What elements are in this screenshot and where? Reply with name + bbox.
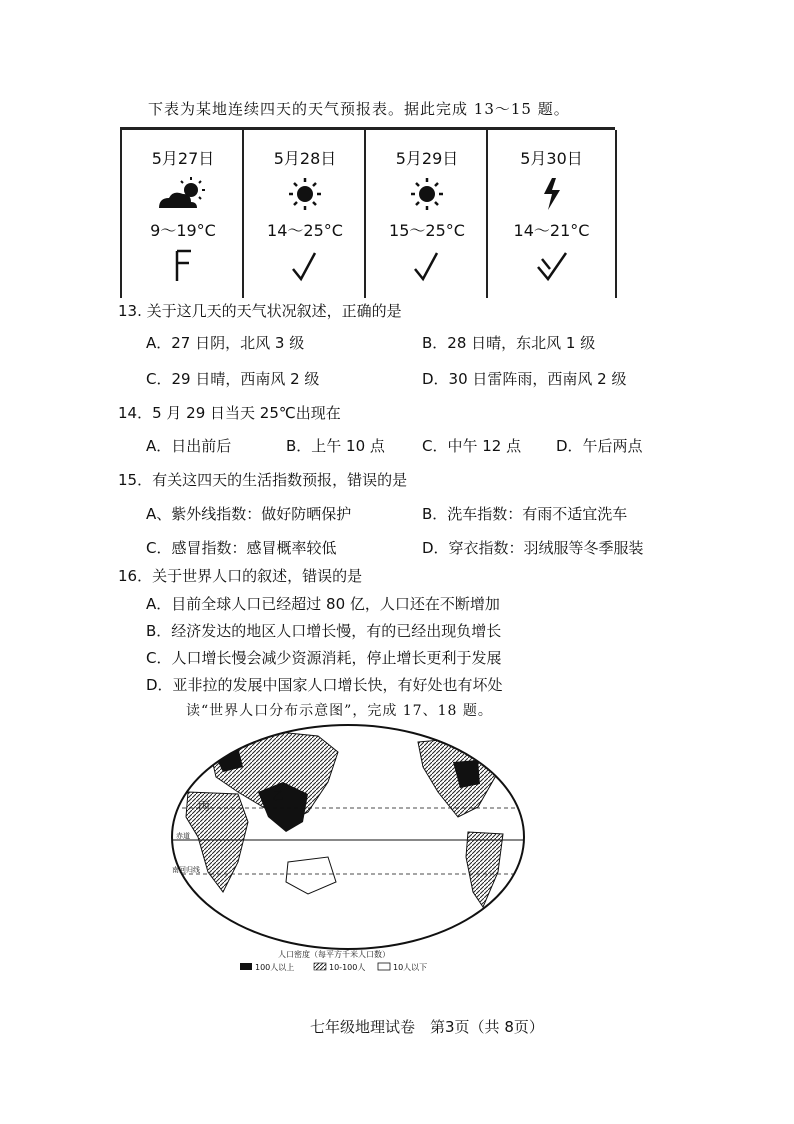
sunny-icon [397, 176, 457, 212]
question-14-option-a: A．日出前后 [146, 437, 232, 455]
question-15-stem: 15．有关这四天的生活指数预报，错误的是 [118, 471, 408, 489]
forecast-temperature: 15～25°C [389, 221, 465, 240]
question-14-stem: 14．5 月 29 日当天 25℃出现在 [118, 404, 341, 422]
sunny-icon [275, 176, 335, 212]
question-15-option-c: C．感冒指数：感冒概率较低 [146, 539, 337, 557]
legend-title: 人口密度（每平方千米人口数） [278, 950, 390, 959]
forecast-day-2 [242, 130, 366, 298]
world-population-map [168, 722, 528, 977]
question-13-option-d: D．30 日雷阵雨，西南风 2 级 [422, 370, 627, 388]
thunderstorm-icon [522, 176, 582, 212]
forecast-temperature: 14～25°C [267, 221, 343, 240]
question-13-option-c: C．29 日晴，西南风 2 级 [146, 370, 320, 388]
legend-swatch-mid [314, 963, 326, 970]
weather-forecast-table [120, 127, 615, 298]
legend-label-low: 10人以下 [393, 963, 428, 972]
map-label-tropic-capricorn: 南回归线 [172, 866, 200, 874]
question-15-option-b: B．洗车指数：有雨不适宜洗车 [422, 505, 628, 523]
question-14-option-d: D．午后两点 [556, 437, 643, 455]
partly-cloudy-icon [153, 176, 213, 212]
wind-level1-icon [285, 245, 325, 285]
southwest-wind-level2-icon [532, 245, 572, 285]
passage-intro: 下表为某地连续四天的天气预报表。据此完成 13～15 题。 [148, 100, 570, 118]
north-wind-level3-icon [163, 245, 203, 285]
question-16-option-c: C．人口增长慢会减少资源消耗，停止增长更利于发展 [146, 649, 502, 667]
forecast-date: 5月30日 [520, 149, 583, 168]
question-16-option-a: A．目前全球人口已经超过 80 亿，人口还在不断增加 [146, 595, 500, 613]
question-13-option-b: B．28 日晴，东北风 1 级 [422, 334, 596, 352]
wind-level1-icon [407, 245, 447, 285]
page-footer: 七年级地理试卷 第3页（共 8页） [310, 1018, 544, 1036]
map-label-bing: 丙 [198, 799, 211, 813]
question-16-option-d: D．亚非拉的发展中国家人口增长快，有好处也有坏处 [146, 676, 503, 694]
question-14-option-c: C．中午 12 点 [422, 437, 522, 455]
forecast-day-1 [120, 130, 244, 298]
legend-label-mid: 10-100人 [329, 963, 366, 972]
forecast-date: 5月27日 [151, 149, 215, 168]
question-16-option-b: B．经济发达的地区人口增长慢，有的已经出现负增长 [146, 622, 502, 640]
forecast-temperature: 9～19°C [150, 221, 216, 240]
map-label-yi: 乙 [272, 789, 285, 803]
question-13-stem: 13. 关于这几天的天气状况叙述，正确的是 [118, 302, 402, 320]
forecast-temperature: 14～21°C [513, 221, 590, 240]
question-13-option-a: A．27 日阴，北风 3 级 [146, 334, 305, 352]
question-16-stem: 16．关于世界人口的叙述，错误的是 [118, 567, 363, 585]
map-label-equator: 赤道 [176, 832, 190, 840]
forecast-day-3 [364, 130, 488, 298]
forecast-date: 5月28日 [273, 149, 337, 168]
legend-swatch-high [240, 963, 252, 970]
question-15-option-a: A、紫外线指数：做好防晒保护 [146, 505, 352, 523]
forecast-date: 5月29日 [395, 149, 459, 168]
question-15-option-d: D．穿衣指数：羽绒服等冬季服装 [422, 539, 644, 557]
map-intro: 读“世界人口分布示意图”，完成 17、18 题。 [186, 703, 493, 719]
legend-label-high: 100人以上 [255, 963, 295, 972]
forecast-day-4 [486, 130, 617, 298]
question-14-option-b: B．上午 10 点 [286, 437, 385, 455]
legend-swatch-low [378, 963, 390, 970]
